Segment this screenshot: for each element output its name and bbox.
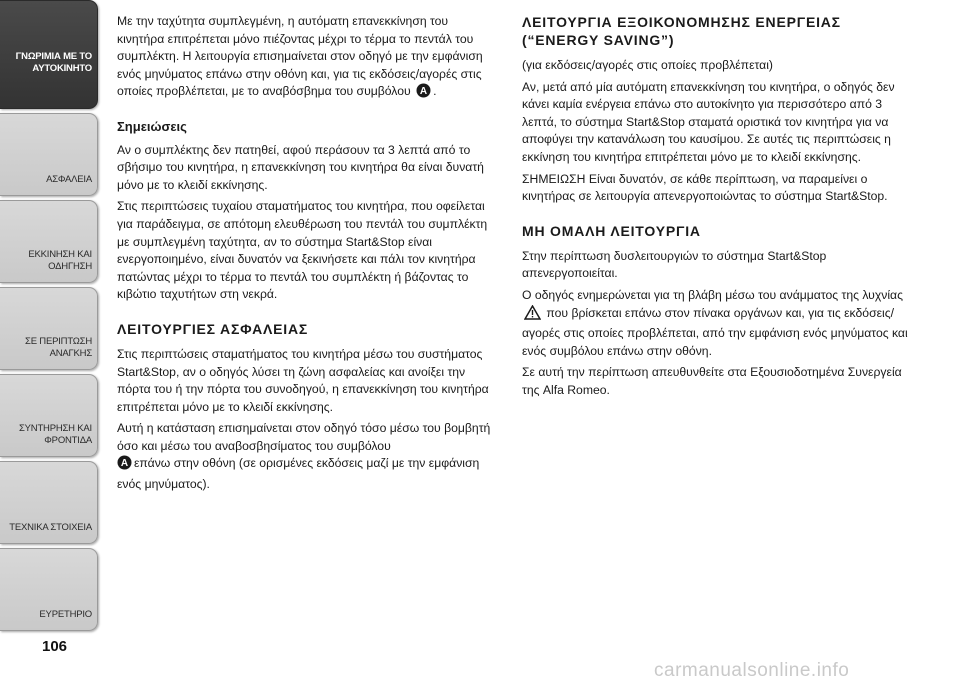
- tab-safety[interactable]: [0, 113, 98, 196]
- safety-text-start: Αυτή η κατάσταση επισημαίνεται στον οδηγό τόσο μέσω του βομβητή όσο και μέσω του αναβοσβησίματος του συμβόλου: [117, 421, 491, 453]
- safety-functions-heading: ΛΕΙΤΟΥΡΓΙΕΣ ΑΣΦΑΛΕΙΑΣ: [117, 320, 309, 337]
- energy-saving-heading: ΛΕΙΤΟΥΡΓΙΑ ΕΞΟΙΚΟΝΟΜΗΣΗΣ ΕΝΕΡΓΕΙΑΣ (“ENERGY SAVING”): [522, 14, 841, 48]
- tab-starting-driving[interactable]: [0, 200, 98, 283]
- start-stop-warning-icon: [416, 83, 431, 104]
- chapter-sidebar: [0, 0, 101, 640]
- tab-label: ΣΕ ΠΕΡΙΠΤΩΣΗ ΑΝΑΓΚΗΣ: [25, 336, 92, 359]
- malfunction-heading: ΜΗ ΟΜΑΛΗ ΛΕΙΤΟΥΡΓΙΑ: [522, 222, 701, 239]
- tab-index[interactable]: [0, 548, 98, 631]
- energy-paragraph-1: Αν, μετά από μία αυτόματη επανεκκίνηση του κινητήρα, ο οδηγός δεν κάνει καμία ενέργεια επάνω στο αυτοκίνητο για περισσότερο από 3 λεπτά, το σύστημα Start&Stop σταματά οριστικά τον κινητήρα για να αποφύγει την κατανάλωση του καυσίμου. Σε αυτές τις περιπτώσεις η εκκίνηση του κινητήρα επιτρέπεται μόνο με το κλειδί εκκίνησης.: [522, 79, 895, 164]
- page-number: 106: [42, 638, 68, 655]
- intro-paragraph: [117, 13, 498, 104]
- left-column: [117, 13, 498, 498]
- tab-getting-to-know-car[interactable]: [0, 0, 98, 109]
- watermark: carmanualsonline.info: [654, 660, 850, 681]
- svg-text:A: A: [419, 86, 428, 98]
- note-paragraph-2: Στις περιπτώσεις τυχαίου σταματήματος του κινητήρα, που οφείλεται για παράδειγμα, σε απότομη ελευθέρωση του πεντάλ του συμπλέκτη με συμπλεγμένη ταχύτητα, αν το σύστημα Start&Stop είναι ενεργοποιημένο, είναι δυνατόν να ξεκινήσετε και πάλι τον κινητήρα πατώντας μέχρι το τέρμα το πεντάλ του συμπλέκτη ή βάζοντας το κιβώτιο ταχυτήτων στη νεκρά.: [117, 199, 488, 302]
- tab-label: ΕΚΚΙΝΗΣΗ ΚΑΙ ΟΔΗΓΗΣΗ: [28, 249, 92, 272]
- svg-text:A: A: [120, 458, 129, 470]
- malfunction-paragraph-2: [522, 287, 918, 360]
- safety-paragraph-2: [117, 420, 498, 493]
- malfunction-paragraph-1: Στην περίπτωση δυσλειτουργιών το σύστημα Start&Stop απενεργοποιείται.: [522, 248, 827, 281]
- tab-label: ΑΣΦΑΛΕΙΑ: [46, 174, 92, 185]
- tab-maintenance[interactable]: [0, 374, 98, 457]
- right-column: [522, 13, 918, 404]
- tab-technical-data[interactable]: [0, 461, 98, 544]
- start-stop-warning-icon: [117, 455, 132, 476]
- tab-label: ΕΥΡΕΤΗΡΙΟ: [39, 609, 92, 620]
- energy-paragraph-2: ΣΗΜΕΙΩΣΗ Είναι δυνατόν, σε κάθε περίπτωση, να παραμείνει ο κινητήρας σε λειτουργία απενεργοποιώντας το σύστημα Start&Stop.: [522, 171, 888, 204]
- energy-saving-subheading: (για εκδόσεις/αγορές στις οποίες προβλέπεται): [522, 58, 773, 72]
- tab-label: ΓΝΩΡΙΜΙΑ ΜΕ ΤΟ ΑΥΤΟΚΙΝΗΤΟ: [15, 51, 92, 74]
- note-paragraph-1: Αν ο συμπλέκτης δεν πατηθεί, αφού περάσουν τα 3 λεπτά από το σβήσιμο του κινητήρα, η επανεκκίνηση του κινητήρα θα είναι δυνατή μόνο με το κλειδί εκκίνησης.: [117, 142, 484, 192]
- intro-text: Με την ταχύτητα συμπλεγμένη, η αυτόματη επανεκκίνηση του κινητήρα επιτρέπεται μόνο πιέζοντας μέχρι το τέρμα το πεντάλ του συμπλέκτη. Η λειτουργία επισημαίνεται στον οδηγό με την εμφάνιση ενός μηνύματος επάνω στην οθόνη και, για τις εκδόσεις/αγορές στις οποίες προβλέπεται, με το αναβόσβημα του συμβόλου: [117, 14, 483, 99]
- tab-label: ΣΥΝΤΗΡΗΣΗ ΚΑΙ ΦΡΟΝΤΙΔΑ: [18, 423, 92, 446]
- tab-label: ΤΕΧΝΙΚΑ ΣΤΟΙΧΕΙΑ: [9, 522, 92, 533]
- safety-paragraph-1: Στις περιπτώσεις σταματήματος του κινητήρα μέσω του συστήματος Start&Stop, αν ο οδηγός λύσει τη ζώνη ασφαλείας και ανοίξει την πόρτα του ή την πόρτα του συνοδηγού, η επανεκκίνηση του κινητήρα επιτρέπεται μόνο με το κλειδί εκκίνησης.: [117, 346, 489, 414]
- notes-heading: Σημειώσεις: [117, 118, 187, 134]
- malfunction-text-start: Ο οδηγός ενημερώνεται για τη βλάβη μέσω του ανάμματος της λυχνίας: [522, 287, 903, 302]
- malfunction-text-end: που βρίσκεται επάνω στον πίνακα οργάνων και, για τις εκδόσεις/αγορές στις οποίες προβλέπεται, από την εμφάνιση ενός μηνύματος και ενός συμβόλου επάνω στην οθόνη.: [522, 305, 908, 358]
- intro-end: .: [433, 84, 437, 99]
- tab-emergency[interactable]: [0, 287, 98, 370]
- warning-triangle-icon: [524, 305, 541, 326]
- safety-text-end: επάνω στην οθόνη (σε ορισμένες εκδόσεις μαζί με την εμφάνιση ενός μηνύματος).: [117, 456, 480, 492]
- malfunction-paragraph-3: Σε αυτή την περίπτωση απευθυνθείτε στα Εξουσιοδοτημένα Συνεργεία της Alfa Romeo.: [522, 365, 902, 397]
